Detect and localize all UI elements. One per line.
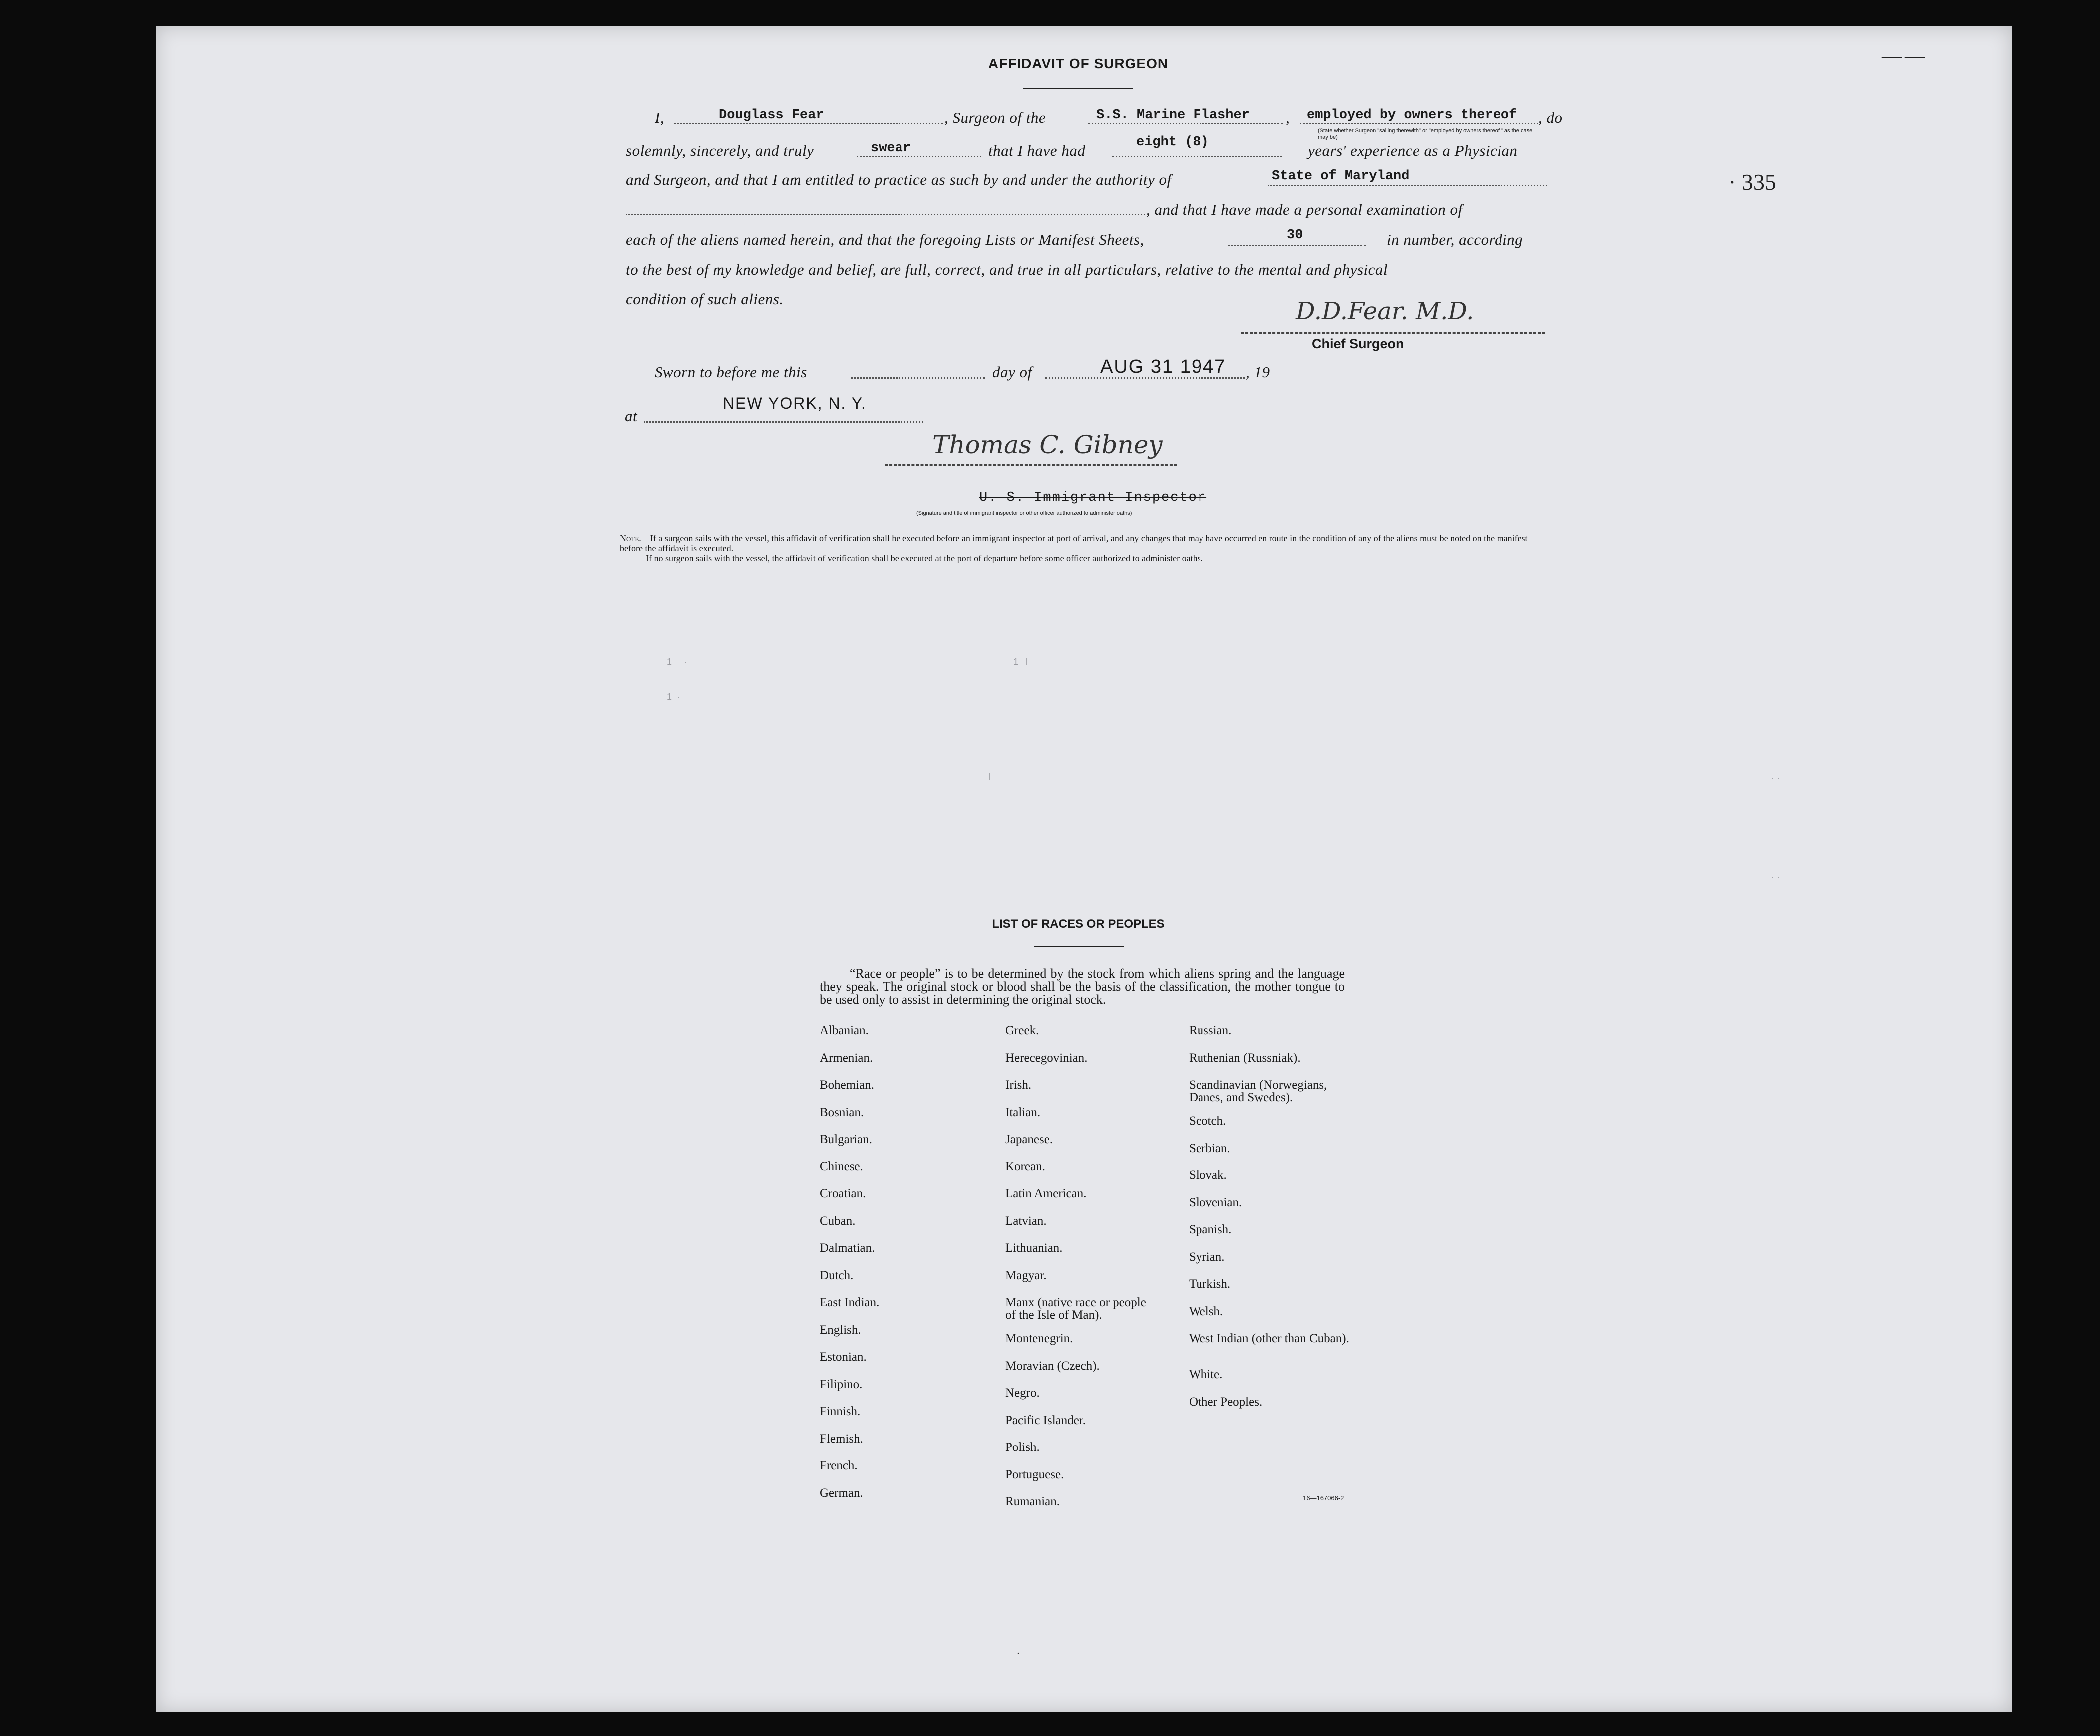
race-item: Latvian.	[1005, 1214, 1047, 1228]
race-item: Flemish.	[820, 1432, 863, 1446]
text-have-had: that I have had	[988, 142, 1086, 159]
race-item: Albanian.	[820, 1024, 869, 1037]
authority-field: State of Maryland	[1272, 169, 1410, 184]
race-item: Ruthenian (Russniak).	[1189, 1051, 1301, 1065]
text-surgeon-of: , Surgeon of the	[944, 109, 1046, 126]
signature-line	[1241, 332, 1545, 334]
bleed-through: 1 ·	[667, 657, 688, 667]
text-nineteen: , 19	[1246, 363, 1270, 381]
race-item: Scotch.	[1189, 1114, 1226, 1128]
blank-line	[1228, 245, 1366, 246]
surgeon-name-field: Douglass Fear	[719, 108, 824, 123]
race-item: Bohemian.	[820, 1078, 875, 1092]
oath-type-field: swear	[871, 141, 911, 156]
race-item: Herecegovinian.	[1005, 1051, 1088, 1065]
blank-line	[674, 123, 943, 124]
blank-line	[1268, 185, 1547, 186]
inspector-title: U. S. Immigrant Inspector	[979, 490, 1207, 505]
text-solemnly: solemnly, sincerely, and truly	[626, 142, 814, 159]
race-item: Negro.	[1005, 1386, 1040, 1400]
text-and-surgeon: and Surgeon, and that I am entitled to practice as such by and under the authority of	[626, 171, 1172, 188]
signature-line	[885, 464, 1177, 466]
race-item: Dutch.	[820, 1268, 854, 1282]
race-item: Greek.	[1005, 1024, 1039, 1037]
race-item: East Indian.	[820, 1296, 880, 1309]
sworn-place-stamp: NEW YORK, N. Y.	[723, 394, 867, 412]
bleed-through: 1 ·	[667, 692, 680, 702]
race-item: Spanish.	[1189, 1223, 1232, 1236]
races-title: LIST OF RACES OR PEOPLES	[992, 917, 1165, 931]
text-do: , do	[1538, 109, 1563, 126]
affidavit-note	[620, 533, 1548, 563]
race-item: Filipino.	[820, 1377, 863, 1391]
race-item: Slovak.	[1189, 1168, 1227, 1182]
races-title-underline	[1034, 946, 1124, 947]
text-to-the-best: to the best of my knowledge and belief, are full, correct, and true in all particulars, relative to the mental and physical	[626, 261, 1388, 278]
race-item: Polish.	[1005, 1441, 1040, 1454]
note-line-2: If no surgeon sails with the vessel, the affidavit of verification shall be executed at the port of departure before some officer authorized to administer oaths.	[646, 553, 1203, 563]
race-item: Lithuanian.	[1005, 1241, 1063, 1255]
race-item: French.	[820, 1459, 858, 1472]
race-item: Serbian.	[1189, 1141, 1230, 1155]
race-item: Irish.	[1005, 1078, 1032, 1092]
race-item: West Indian (other than Cuban).	[1189, 1332, 1349, 1345]
race-item: Moravian (Czech).	[1005, 1359, 1100, 1373]
form-number: 16—167066-2	[1303, 1494, 1344, 1502]
text-comma: ,	[1286, 109, 1290, 126]
race-item: Montenegrin.	[1005, 1332, 1073, 1345]
race-item: Magyar.	[1005, 1268, 1047, 1282]
blank-line	[857, 156, 981, 157]
race-item: Syrian.	[1189, 1250, 1225, 1264]
race-item: Rumanian.	[1005, 1495, 1060, 1508]
race-item: Russian.	[1189, 1024, 1232, 1037]
races-column-1	[820, 1024, 1009, 1514]
race-item: Pacific Islander.	[1005, 1413, 1086, 1427]
race-item: Turkish.	[1189, 1277, 1231, 1291]
race-item: Cuban.	[820, 1214, 856, 1228]
text-sworn: Sworn to before me this	[655, 363, 807, 381]
blank-line	[644, 421, 923, 423]
race-item: Welsh.	[1189, 1304, 1223, 1318]
text-day-of: day of	[992, 363, 1032, 381]
surgeon-signature: D.D.Fear. M.D.	[1296, 297, 1474, 325]
race-item: Other Peoples.	[1189, 1395, 1263, 1409]
text-in-number: in number, according	[1387, 231, 1523, 248]
bleed-through: 1 l	[1013, 657, 1028, 667]
race-item: Portuguese.	[1005, 1467, 1064, 1481]
race-item: Japanese.	[1005, 1133, 1053, 1146]
race-item: Scandinavian (Norwegians, Danes, and Swedes).	[1189, 1078, 1327, 1104]
note-line-1: —If a surgeon sails with the vessel, this affidavit of verification shall be executed before an immigrant inspector at port of arrival, and any changes that may have occurred en route in the condition of any of the aliens must be noted on the manifest before the affidavit is executed.	[620, 533, 1528, 553]
text-each-of: each of the aliens named herein, and that the foregoing Lists or Manifest Sheets,	[626, 231, 1144, 248]
race-item: Croatian.	[820, 1187, 866, 1200]
races-column-3	[1189, 1024, 1354, 1423]
inspector-signature: Thomas C. Gibney	[932, 430, 1163, 459]
surgeon-title: Chief Surgeon	[1312, 336, 1404, 351]
speck: ·	[1016, 1646, 1021, 1661]
race-item: Finnish.	[820, 1405, 861, 1418]
blank-line	[1088, 123, 1283, 124]
note-label: Note.	[620, 533, 641, 543]
blank-line	[1300, 123, 1538, 124]
blank-line	[851, 377, 985, 379]
race-item: Estonian.	[820, 1350, 867, 1364]
blank-line	[1112, 156, 1282, 157]
race-item: Chinese.	[820, 1159, 863, 1173]
text-condition: condition of such aliens.	[626, 290, 784, 308]
race-item: Latin American.	[1005, 1187, 1087, 1200]
text-years-experience: years' experience as a Physician	[1308, 142, 1518, 159]
races-column-2	[1005, 1024, 1155, 1523]
vessel-field: S.S. Marine Flasher	[1096, 108, 1250, 123]
race-item: Dalmatian.	[820, 1241, 875, 1255]
race-item: Slovenian.	[1189, 1195, 1242, 1209]
race-item: Manx (native race or people of the Isle of Man).	[1005, 1296, 1146, 1322]
employment-field: employed by owners thereof	[1307, 108, 1517, 123]
race-item: Armenian.	[820, 1051, 873, 1065]
text-i: I,	[655, 109, 665, 126]
bleed-through: l	[988, 772, 990, 782]
race-item: White.	[1189, 1368, 1223, 1381]
race-item: Bulgarian.	[820, 1133, 872, 1146]
corner-mark: ——	[1882, 44, 1928, 67]
race-item: Bosnian.	[820, 1105, 864, 1119]
state-whether-note: (State whether Surgeon "sailing therewith" or "employed by owners thereof," as the case may be)	[1318, 128, 1533, 140]
sheets-count-field: 30	[1287, 228, 1303, 243]
bleed-through: · ·	[1771, 773, 1780, 783]
race-item: Korean.	[1005, 1159, 1045, 1173]
blank-line	[626, 214, 1145, 215]
signature-caption: (Signature and title of immigrant inspector or other officer authorized to administer oaths)	[916, 510, 1132, 516]
text-at: at	[625, 407, 638, 425]
bleed-through: · ·	[1771, 872, 1780, 882]
races-intro: “Race or people” is to be determined by the stock from which aliens spring and the language they speak. The original stock or blood shall be the basis of the classification, the mother tongue to be used only to assist in determining the original stock.	[820, 966, 1345, 1007]
race-item: English.	[820, 1323, 861, 1337]
race-item: German.	[820, 1486, 863, 1500]
title-underline	[1023, 88, 1133, 89]
affidavit-title: AFFIDAVIT OF SURGEON	[988, 56, 1169, 71]
race-item: Italian.	[1005, 1105, 1041, 1119]
page-number: · 335	[1728, 169, 1776, 195]
sworn-date-stamp: AUG 31 1947	[1100, 356, 1226, 377]
years-field: eight (8)	[1136, 135, 1209, 150]
text-and-that: , and that I have made a personal examination of	[1146, 201, 1463, 218]
